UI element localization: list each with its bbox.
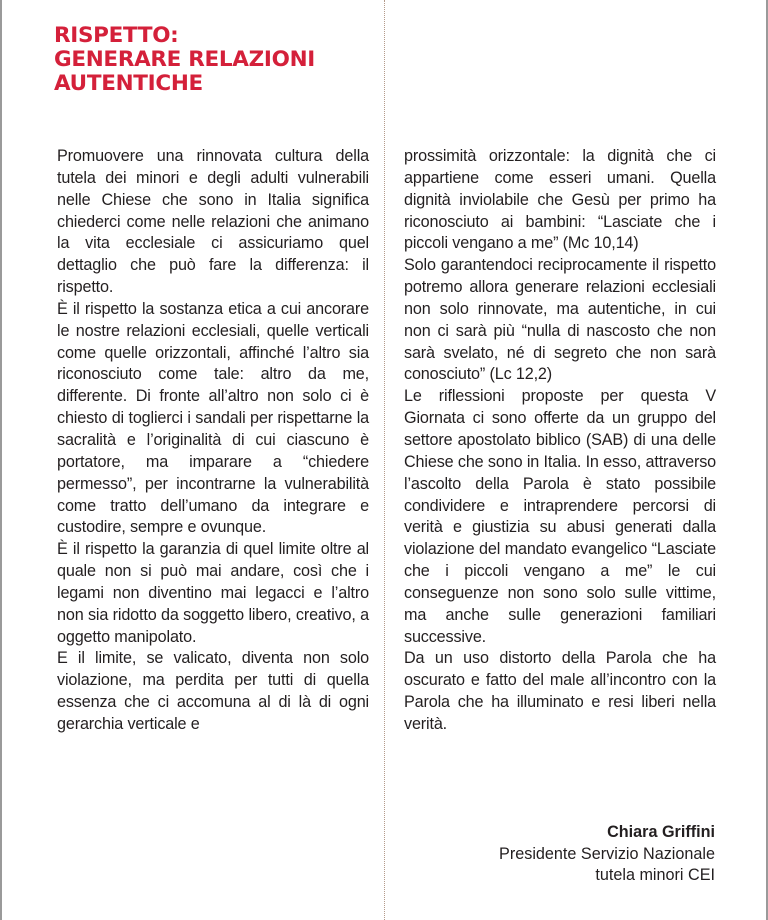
- author-role: Presidente Servizio Nazionale: [499, 844, 715, 863]
- title-line: RISPETTO:: [54, 23, 179, 48]
- paragraph: È il rispetto la garanzia di quel limite oltre al quale non si può mai andare, così che i legami non diventino mai legacci e l’altro non sia ridotto da soggetto libero, creativo, a oggetto manipolato.: [57, 540, 369, 646]
- paragraph: È il rispetto la sostanza etica a cui ancorare le nostre relazioni ecclesiali, quelle verticali come quelle orizzontali, affinché l’altro sia riconosciuto come tale: altro da me, differente. Di fronte all’altro non solo ci è chiesto di toglierci i sandali per rispettarne la sacralità e l’originalità di cui ciascuno è portatore, ma imparare a “chiedere permesso”, per incontrarne la vulnerabilità come tratto dell’umano da integrare e custodire, sempre e ovunque.: [57, 299, 369, 537]
- paragraph: Promuovere una rinnovata cultura della tutela dei minori e degli adulti vulnerabili nelle Chiese che sono in Italia significa chiederci come nelle relazioni che animano la vita ecclesiale ci assicuriamo quel dettaglio che può fare la differenza: il rispetto.: [57, 147, 369, 297]
- left-column: [57, 146, 369, 736]
- title-line: GENERARE RELAZIONI: [54, 47, 315, 72]
- paragraph: Le riflessioni proposte per questa V Giornata ci sono offerte da un gruppo del settore apostolato biblico (SAB) di una delle Chiese che sono in Italia. In esso, attraverso l’ascolto della Parola è stato possibile condividere e intraprendere percorsi di verità e giustizia su abusi generati dalla violazione del mandato evangelico “Lasciate che i piccoli vengano a me” le cui conseguenze non sono solo sulle vittime, ma anche sulle generazioni familiari successive.: [404, 387, 716, 646]
- paragraph: Solo garantendoci reciprocamente il rispetto potremo allora generare relazioni ecclesiali non solo rinnovate, ma autentiche, in cui non ci sarà più “nulla di nascosto che non sarà svelato, né di segreto che non sarà conosciuto” (Lc 12,2): [404, 256, 716, 384]
- page-edge-left: [0, 0, 2, 920]
- author-organization: tutela minori CEI: [595, 866, 715, 884]
- author-name: Chiara Griffini: [607, 823, 715, 841]
- signature: [499, 822, 715, 887]
- paragraph: prossimità orizzontale: la dignità che ci appartiene come esseri umani. Quella dignità inviolabile che Gesù per primo ha riconosciuto ai bambini: “Lasciate che i piccoli vengano a me” (Mc 10,14): [404, 147, 716, 253]
- article-title: [54, 24, 315, 96]
- right-column: [404, 146, 716, 736]
- title-line: AUTENTICHE: [54, 71, 203, 96]
- column-divider: [384, 0, 385, 920]
- paragraph: E il limite, se valicato, diventa non solo violazione, ma perdita per tutti di quella essenza che ci accomuna al di là di ogni gerarchia verticale e: [57, 649, 369, 733]
- paragraph: Da un uso distorto della Parola che ha oscurato e fatto del male all’incontro con la Parola che ha illuminato e resi liberi nella verità.: [404, 649, 716, 733]
